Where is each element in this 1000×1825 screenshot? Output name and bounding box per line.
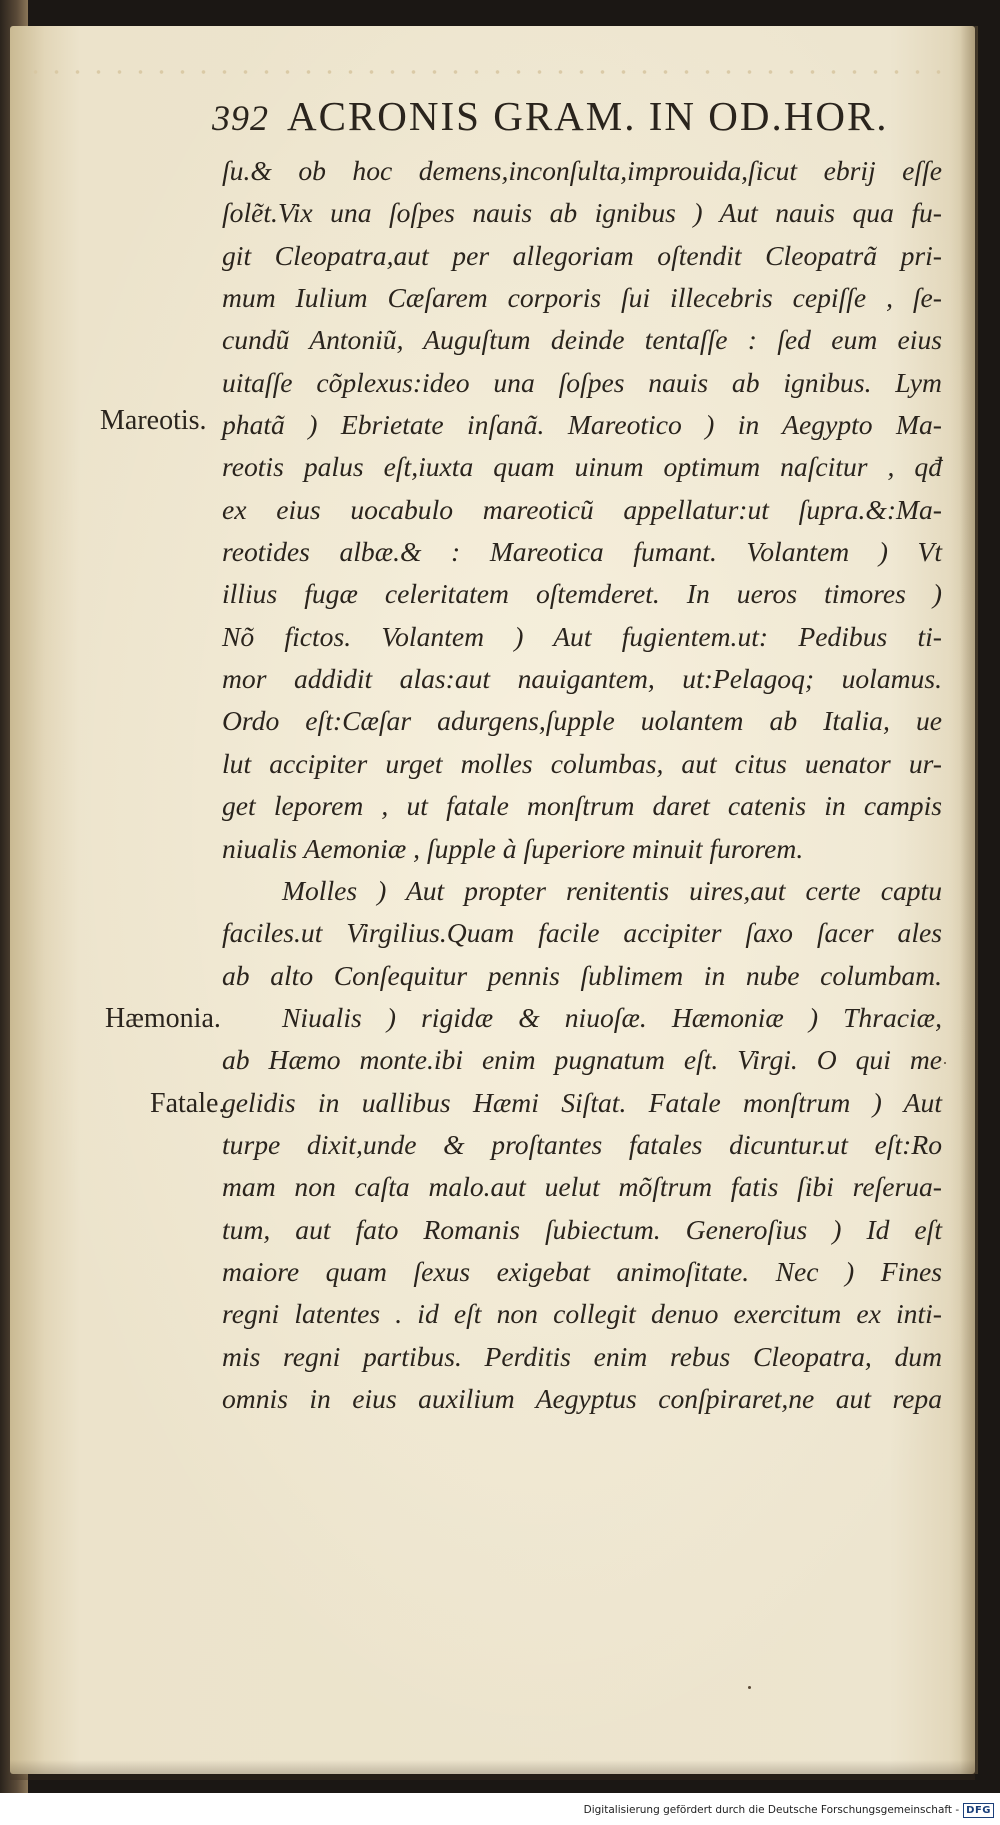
text-line: get leporem , ut fatale monſtrum daret catenis in campis xyxy=(222,790,942,822)
text-line: reotides albæ.& : Mareotica fumant. Volantem ) Vt xyxy=(222,536,942,568)
text-line: mam non caſta malo.aut uelut mõſtrum fatis ſibi reſerua- xyxy=(222,1171,942,1203)
text-line: Nõ fictos. Volantem ) Aut fugientem.ut: Pedibus ti- xyxy=(222,620,942,652)
text-line: Ordo eſt:Cæſar adurgens,ſupple uolantem ab Italia, ue xyxy=(222,705,942,737)
text-line: ex eius uocabulo mareoticũ appellatur:ut ſupra.&:Ma- xyxy=(222,493,942,525)
paper-speck xyxy=(748,1686,751,1689)
margin-note-fatale: Fatale. xyxy=(150,1088,226,1119)
text-line: reotis palus eſt,iuxta quam uinum optimum naſcitur , qđ xyxy=(222,451,942,483)
text-line: tum, aut fato Romanis ſubiectum. Generoſius ) Id eſt xyxy=(222,1213,942,1245)
text-line: ſu.& ob hoc demens,inconſulta,improuida,ſicut ebrij eſſe xyxy=(222,155,942,186)
text-line: ſolẽt.Vix una ſoſpes nauis ab ignibus ) Aut nauis qua fu- xyxy=(222,197,942,229)
text-line: uitaſſe cõplexus:ideo una ſoſpes nauis ab ignibus. Lym xyxy=(222,366,942,398)
text-line: ab Hæmo monte.ibi enim pugnatum eſt. Virgi. O qui me xyxy=(222,1044,942,1076)
credit-text: Digitalisierung gefördert durch die Deutsche Forschungsgemeinschaft - xyxy=(583,1804,960,1816)
text-line: gelidis in uallibus Hæmi Siſtat. Fatale monſtrum ) Aut xyxy=(222,1086,942,1118)
page-gutter-shadow xyxy=(960,26,978,1774)
text-line: Molles ) Aut propter renitentis uires,aut certe captu xyxy=(282,874,942,906)
text-line: ab alto Conſequitur pennis ſublimem in nube columbam. xyxy=(222,959,942,991)
text-line: mor addidit alas:aut nauigantem, ut:Pelagoq; uolamus. xyxy=(222,663,942,695)
text-line: cundũ Antoniũ, Auguſtum deinde tentaſſe : ſed eum eius xyxy=(222,324,942,356)
text-line: mis regni partibus. Perditis enim rebus Cleopatra, dum xyxy=(222,1340,942,1372)
text-line: phatã ) Ebrietate inſanã. Mareotico ) in Aegypto Ma- xyxy=(222,409,942,441)
text-line: faciles.ut Virgilius.Quam facile accipiter ſaxo ſacer ales xyxy=(222,917,942,949)
running-title: ACRONIS GRAM. IN OD.HOR. xyxy=(287,93,889,139)
text-line: regni latentes . id eſt non collegit denuo exercitum ex inti- xyxy=(222,1298,942,1330)
text-line: Niualis ) rigidæ & niuoſæ. Hæmoniæ ) Thraciæ, xyxy=(282,1001,942,1033)
text-line: omnis in eius auxilium Aegyptus conſpiraret,ne aut repa xyxy=(222,1382,942,1414)
paper-speck xyxy=(944,1062,946,1064)
text-line: maiore quam ſexus exigebat animoſitate. Nec ) Fines xyxy=(222,1255,942,1287)
running-head xyxy=(212,92,912,142)
margin-note-haemonia: Hæmonia. xyxy=(105,1003,221,1034)
text-line: niualis Aemoniæ , ſupple à ſuperiore minuit furorem. xyxy=(222,832,804,864)
margin-note-mareotis: Mareotis. xyxy=(100,405,207,436)
text-line: illius fugæ celeritatem oſtemderet. In ueros timores ) xyxy=(222,578,942,610)
dfg-logo: DFG xyxy=(963,1803,994,1818)
text-line: mum Iulium Cæſarem corporis ſui illecebris cepiſſe , ſe- xyxy=(222,282,942,314)
text-line: git Cleopatra,aut per allegoriam oſtendit Cleopatrã pri- xyxy=(222,239,942,271)
text-line: lut accipiter urget molles columbas, aut citus uenator ur- xyxy=(222,747,942,779)
page-bottom-shadow xyxy=(10,1760,975,1780)
text-line: turpe dixit,unde & proſtantes fatales dicuntur.ut eſt:Ro xyxy=(222,1128,942,1160)
digitization-credit xyxy=(584,1800,994,1820)
top-stitch-marks xyxy=(25,68,955,76)
page-number: 392 xyxy=(212,98,269,138)
commentary-text-block xyxy=(222,150,942,1420)
